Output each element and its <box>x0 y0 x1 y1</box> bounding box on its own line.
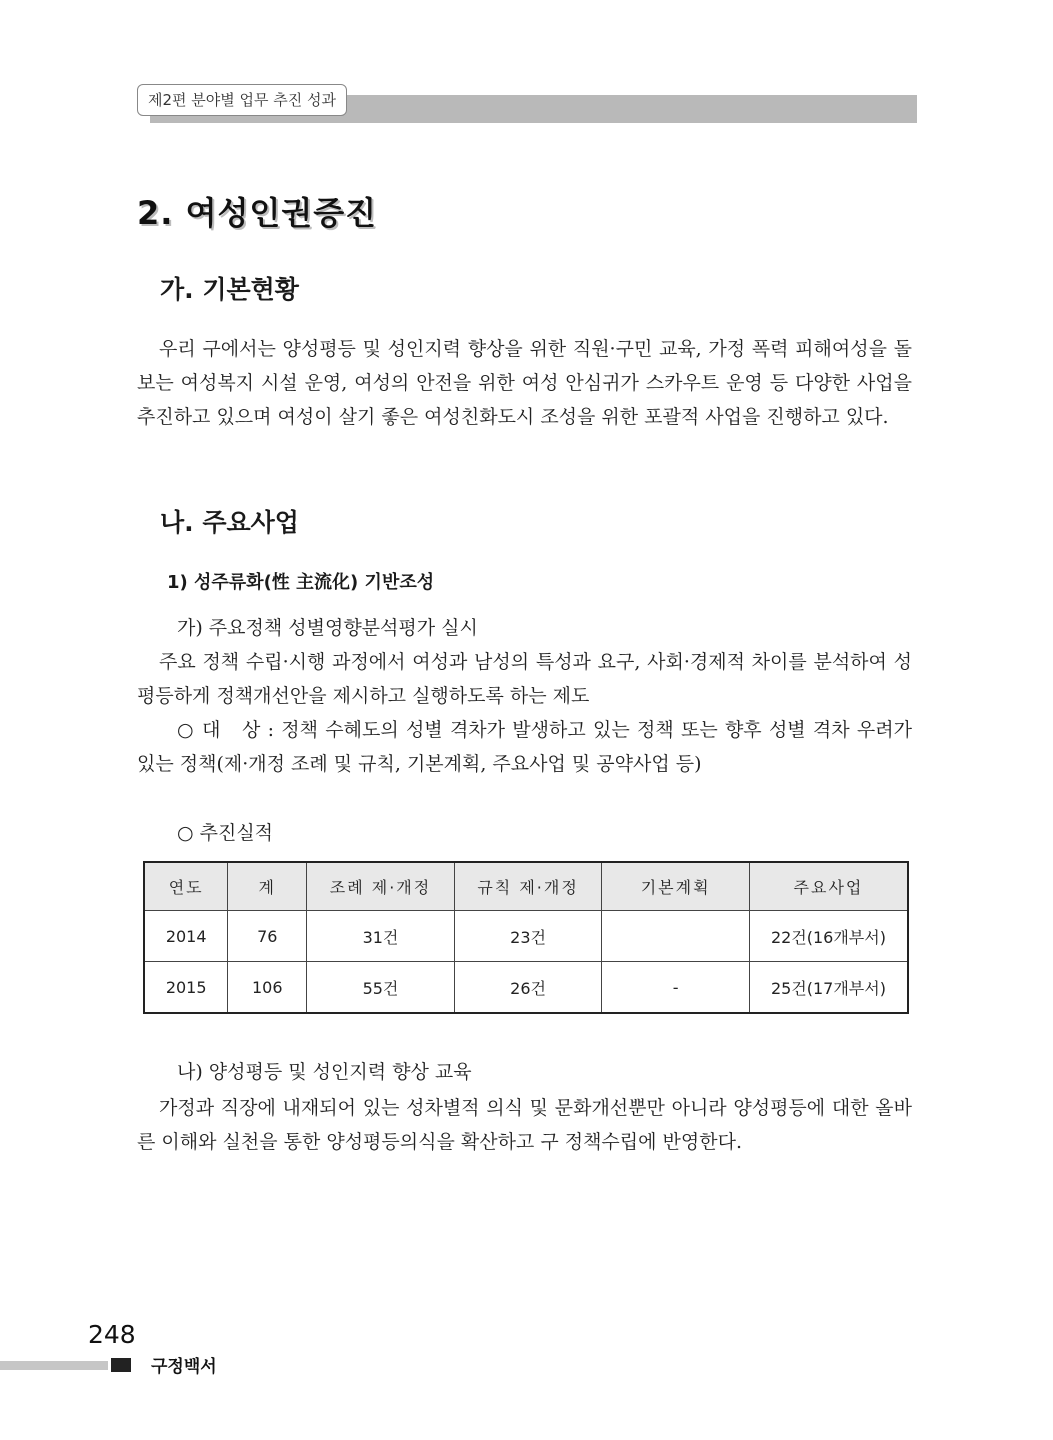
header-tab: 제2편 분야별 업무 추진 성과 <box>137 84 347 116</box>
item-a-description: 주요 정책 수립·시행 과정에서 여성과 남성의 특성과 요구, 사회·경제적 차이를 분석하여 성평등하게 정책개선안을 제시하고 실행하도록 하는 제도 <box>137 651 912 707</box>
item-a-performance-label: ○ 추진실적 <box>177 822 274 844</box>
section-title: 2. 여성인권증진 <box>137 194 378 232</box>
sub-heading-1: 1) 성주류화(性 主流化) 기반조성 <box>167 572 435 593</box>
table-cell: 25건(17개부서) <box>749 962 908 1014</box>
table-header-cell: 기본계획 <box>602 862 750 911</box>
basic-heading: 가. 기본현황 <box>160 275 299 304</box>
table-cell: 23건 <box>454 911 602 962</box>
item-a-title: 가) 주요정책 성별영향분석평가 실시 <box>177 617 478 639</box>
table-cell: 2014 <box>144 911 228 962</box>
table-header-cell: 계 <box>228 862 307 911</box>
item-b-description: 가정과 직장에 내재되어 있는 성차별적 의식 및 문화개선뿐만 아니라 양성평등에 대한 올바른 이해와 실천을 통한 양성평등의식을 확산하고 구 정책수립에 반영한다. <box>137 1097 912 1153</box>
item-b-title: 나) 양성평등 및 성인지력 향상 교육 <box>177 1061 472 1083</box>
table-cell: 106 <box>228 962 307 1014</box>
table-header-cell: 규칙 제·개정 <box>454 862 602 911</box>
main-heading: 나. 주요사업 <box>160 508 299 537</box>
table-header-row <box>144 862 908 911</box>
table-header-cell: 연도 <box>144 862 228 911</box>
table-cell: 76 <box>228 911 307 962</box>
page-number: 248 <box>88 1320 136 1349</box>
table-cell: 55건 <box>307 962 455 1014</box>
footer-square <box>111 1358 131 1372</box>
performance-table <box>143 861 909 1014</box>
item-a-target: ○ 대 상 : 정책 수혜도의 성별 격차가 발생하고 있는 정책 또는 향후 성별 격차 우려가 있는 정책(제·개정 조례 및 규칙, 기본계획, 주요사업 및 공약사업 등) <box>137 719 912 775</box>
table-row <box>144 911 908 962</box>
table-cell: 2015 <box>144 962 228 1014</box>
table-header-cell: 주요사업 <box>749 862 908 911</box>
basic-paragraph: 우리 구에서는 양성평등 및 성인지력 향상을 위한 직원·구민 교육, 가정 폭력 피해여성을 돌보는 여성복지 시설 운영, 여성의 안전을 위한 여성 안심귀가 스카우트 운영 등 다양한 사업을 추진하고 있으며 여성이 살기 좋은 여성친화도시 조성을 위한 포괄적 사업을 진행하고 있다. <box>137 338 912 428</box>
footer-bar <box>0 1361 108 1370</box>
footer-title: 구정백서 <box>151 1357 217 1377</box>
table-header-cell: 조례 제·개정 <box>307 862 455 911</box>
table-row <box>144 962 908 1014</box>
table-cell: - <box>602 962 750 1014</box>
table-cell: 22건(16개부서) <box>749 911 908 962</box>
table-cell: 26건 <box>454 962 602 1014</box>
table-cell: 31건 <box>307 911 455 962</box>
table-cell <box>602 911 750 962</box>
